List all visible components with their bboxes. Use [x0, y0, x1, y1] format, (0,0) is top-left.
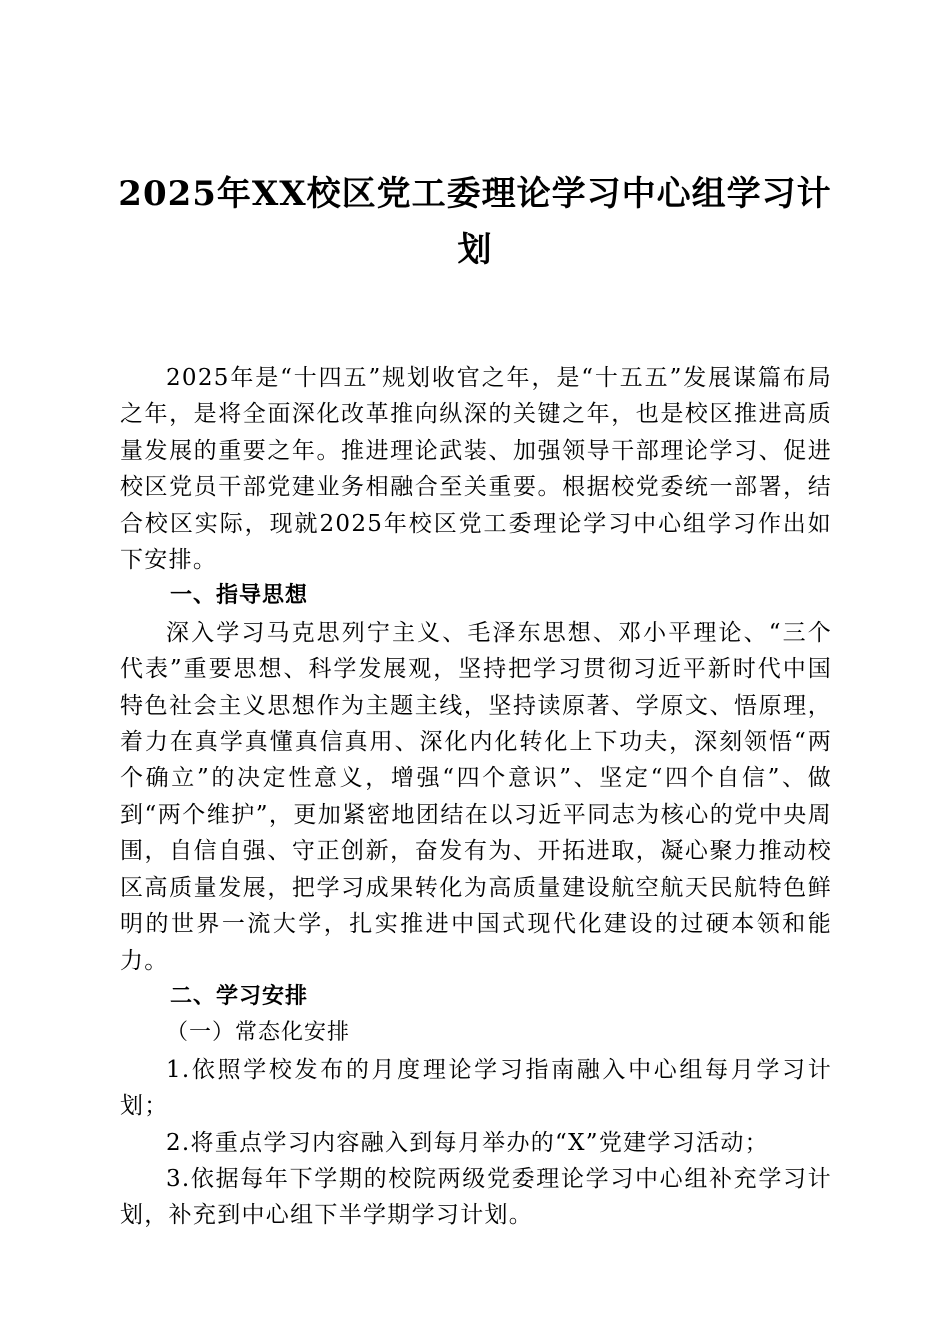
section-heading-study-arrangement: 二、学习安排	[170, 983, 309, 1009]
list-item: 2.将重点学习内容融入到每月举办的“X”党建学习活动；	[166, 1129, 769, 1156]
list-item: 1.依照学校发布的月度理论学习指南融入中心组每月学习计划；	[120, 1056, 832, 1120]
document-title: 2025年XX校区党工委理论学习中心组学习计划	[118, 174, 832, 270]
guiding-ideology-paragraph: 深入学习马克思列宁主义、毛泽东思想、邓小平理论、“三个代表”重要思想、科学发展观，坚持把学习贯彻习近平新时代中国特色社会主义思想作为主题主线，坚持读原著、学原文、悟原理，着力在真学真懂真信真用、深化内化转化上下功夫，深刻领悟“两个确立”的决定性意义，增强“四个意识”、坚定“四个自信”、做到“两个维护”，更加紧密地团结在以习近平同志为核心的党中央周围，自信自强、守正创新，奋发有为、开拓进取，凝心聚力推动校区高质量发展，把学习成果转化为高质量建设航空航天民航特色鲜明的世界一流大学，扎实推进中国式现代化建设的过硬本领和能力。	[120, 619, 832, 974]
section-heading-guiding-ideology: 一、指导思想	[170, 583, 309, 609]
subsection-heading-routine: （一）常态化安排	[166, 1020, 351, 1046]
document-body	[120, 360, 832, 1234]
intro-paragraph: 2025年是“十四五”规划收官之年，是“十五五”发展谋篇布局之年，是将全面深化改革推向纵深的关键之年，也是校区推进高质量发展的重要之年。推进理论武装、加强领导干部理论学习、促进校区党员干部党建业务相融合至关重要。根据校党委统一部署，结合校区实际，现就2025年校区党工委理论学习中心组学习作出如下安排。	[120, 365, 832, 574]
list-item: 3.依据每年下学期的校院两级党委理论学习中心组补充学习计划，补充到中心组下半学期学习计划。	[120, 1165, 832, 1229]
